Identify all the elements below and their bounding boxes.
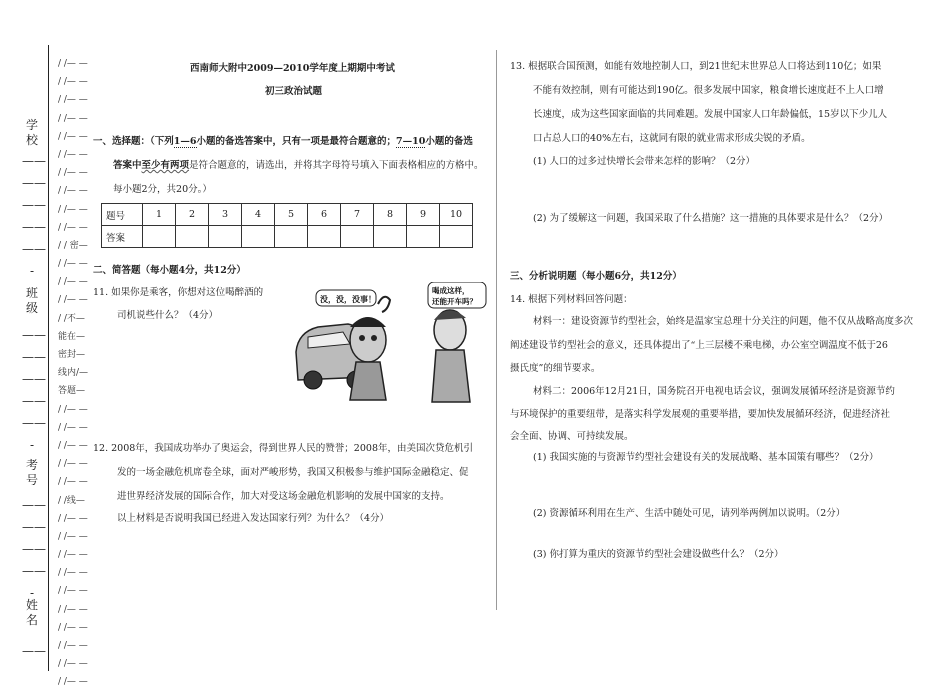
q12-line4: 以上材料是否说明我国已经进入发达国家行列？为什么？（4分） (117, 513, 390, 524)
binding-mark: 密封— (58, 350, 86, 360)
cartoon-left-text: 没，没，没事！ (320, 295, 376, 304)
binding-mark: / /— — (58, 550, 88, 561)
table-row (102, 226, 473, 248)
q13-line2: 不能有效控制，则有可能达到190亿。很多发展中国家，粮食增长速度赶不上人口增 (533, 85, 884, 96)
binding-mark: / /— — (58, 295, 88, 306)
material1-line2: 阐述建设节约型社会的意义，还具体提出了“上三层楼不乘电梯，办公室空调温度不低于26 (510, 340, 888, 351)
answer-cell[interactable] (374, 226, 407, 248)
material2-line1: 材料二：2006年12月21日，国务院召开电视电话会议，强调发展循环经济是资源节约 (533, 386, 895, 397)
cartoon-right-text-2: 还能开车吗？ (432, 297, 477, 306)
school-blank: —— —— —— —— —— - (22, 154, 46, 278)
q13-line3: 长速度，成为这些国家面临的共同难题。发展中国家人口年龄偏低，15岁以下少儿人 (533, 109, 888, 120)
q11-line2: 司机说些什么？（4分） (117, 310, 219, 321)
binding-mark: / /— — (58, 513, 88, 524)
binding-mark: / /— — (58, 404, 88, 415)
q14-intro: 14. 根据下列材料回答问题： (510, 294, 633, 305)
binding-mark: / /— — (58, 95, 88, 106)
binding-mark: / /— — (58, 641, 88, 651)
material1-line1: 材料一：建设资源节约型社会，始终是温家宝总理十分关注的问题，他不仅从战略高度多次 (533, 316, 914, 327)
table-row (102, 204, 473, 226)
question-number-cell: 9 (407, 204, 440, 226)
name-label: 姓 名 (25, 598, 38, 627)
answer-table (101, 203, 473, 248)
school-label: 学 校 (25, 118, 38, 147)
answer-cell[interactable] (407, 226, 440, 248)
question-number-cell: 1 (143, 204, 176, 226)
name-blank: —— (22, 644, 46, 658)
binding-mark: / /— — (58, 59, 88, 69)
q12-line1: 12. 2008年，我国成功举办了奥运会，得到世界人民的赞誉；2008年，由美国次贷危机引 (93, 443, 473, 454)
q13-sub2: (2) 为了缓解这一问题，我国采取了什么措施？这一措施的具体要求是什么？（2分） (533, 213, 889, 224)
binding-strip (58, 55, 92, 692)
binding-mark: / /— — (58, 622, 88, 633)
binding-mark: / /— — (58, 604, 88, 615)
answer-cell[interactable] (209, 226, 242, 248)
binding-mark: / /— — (58, 77, 88, 88)
binding-mark: 能在— (58, 331, 86, 342)
section2-heading: 二、简答题（每小题4分，共12分） (93, 265, 246, 276)
binding-mark: 答题— (58, 386, 86, 397)
binding-line (48, 45, 49, 671)
answer-cell[interactable] (242, 226, 275, 248)
question-number-cell: 3 (209, 204, 242, 226)
material2-line2: 与环境保护的重要纽带，是落实科学发展观的重要举措，要加快发展循环经济，促进经济社 (510, 409, 891, 420)
binding-mark: / /— — (58, 222, 88, 233)
binding-mark: / /线— (58, 495, 85, 506)
exam-no-blank: —— —— —— —— - (22, 498, 46, 600)
material2-line3: 会全面、协调、可持续发展。 (510, 431, 634, 442)
binding-mark: / /— — (58, 277, 88, 288)
answer-cell[interactable] (308, 226, 341, 248)
q12-line2: 发的一场金融危机席卷全球，面对严峻形势，我国又积极参与维护国际金融稳定、促 (117, 467, 469, 478)
binding-mark: / /— — (58, 586, 88, 597)
binding-mark: / /不— (58, 313, 85, 324)
class-label: 班 级 (25, 286, 38, 315)
binding-mark: 线内/— (58, 368, 89, 379)
binding-mark: / /— — (58, 186, 88, 197)
binding-mark: / /— — (58, 422, 88, 433)
question-number-cell: 4 (242, 204, 275, 226)
exam-title: 西南师大附中2009—2010学年度上期期中考试 (190, 63, 395, 74)
binding-mark: / /— — (58, 131, 88, 142)
q14-sub3: (3) 你打算为重庆的资源节约型社会建设做些什么？（2分） (533, 549, 784, 560)
cartoon-right-text-1: 喝成这样， (432, 286, 470, 295)
binding-mark: / /— — (58, 568, 88, 579)
material1-line3: 摄氏度”的细节要求。 (510, 363, 601, 374)
q12-line3: 进世界经济发展的国际合作，加大对受这场金融危机影响的发展中国家的支持。 (117, 491, 450, 502)
binding-mark: / /— — (58, 459, 88, 470)
binding-mark: / /— — (58, 677, 88, 688)
binding-mark: / /— — (58, 440, 88, 451)
question-number-cell: 2 (176, 204, 209, 226)
row-label-number: 题号 (102, 204, 143, 226)
binding-mark: / /— — (58, 659, 88, 670)
answer-cell[interactable] (143, 226, 176, 248)
binding-mark: / /— — (58, 149, 88, 160)
binding-mark: / /— — (58, 168, 88, 179)
class-blank: —— —— —— —— —— - (22, 328, 46, 452)
drunk-driver-cartoon (288, 282, 488, 412)
question-number-cell: 8 (374, 204, 407, 226)
q13-sub1: (1) 人口的过多过快增长会带来怎样的影响？（2分） (533, 156, 756, 167)
exam-no-label: 考 号 (25, 458, 38, 487)
answer-cell[interactable] (341, 226, 374, 248)
row-label-answer: 答案 (102, 226, 143, 248)
binding-mark: / /— — (58, 531, 88, 542)
binding-mark: / /— — (58, 477, 88, 488)
column-divider (496, 50, 497, 610)
q13-line1: 13. 根据联合国预测，如能有效地控制人口，到21世纪末世界总人口将达到110亿；如果 (510, 61, 882, 72)
answer-cell[interactable] (275, 226, 308, 248)
binding-mark: / / 密— (58, 240, 88, 251)
section3-heading: 三、分析说明题（每小题6分，共12分） (510, 271, 682, 282)
binding-mark: / /— — (58, 259, 88, 270)
question-number-cell: 7 (341, 204, 374, 226)
q13-line4: 口占总人口的40%左右，这就同有限的就业需求形成尖锐的矛盾。 (533, 133, 811, 144)
answer-cell[interactable] (176, 226, 209, 248)
section1-line3: 每小题2分，共20分。） (113, 184, 212, 195)
binding-mark: / /— — (58, 204, 88, 215)
q11-line1: 11. 如果你是乘客，你想对这位喝醉酒的 (93, 287, 264, 298)
q14-sub1: (1) 我国实施的与资源节约型社会建设有关的发展战略、基本国策有哪些？（2分） (533, 452, 879, 463)
question-number-cell: 10 (440, 204, 473, 226)
q14-sub2: (2) 资源循环利用在生产、生活中随处可见，请列举两例加以说明。（2分） (533, 508, 846, 519)
question-number-cell: 5 (275, 204, 308, 226)
binding-mark: / /— — (58, 113, 88, 124)
question-number-cell: 6 (308, 204, 341, 226)
section1-line2: 答案中至少有两项是符合题意的，请选出，并将其字母符号填入下面表格相应的方格中。 (113, 160, 484, 171)
answer-cell[interactable] (440, 226, 473, 248)
exam-subtitle: 初三政治试题 (265, 86, 323, 97)
section1-heading: 一、选择题：（下列1—6小题的备选答案中，只有一项是最符合题意的；7—10小题的备选 (93, 136, 473, 147)
